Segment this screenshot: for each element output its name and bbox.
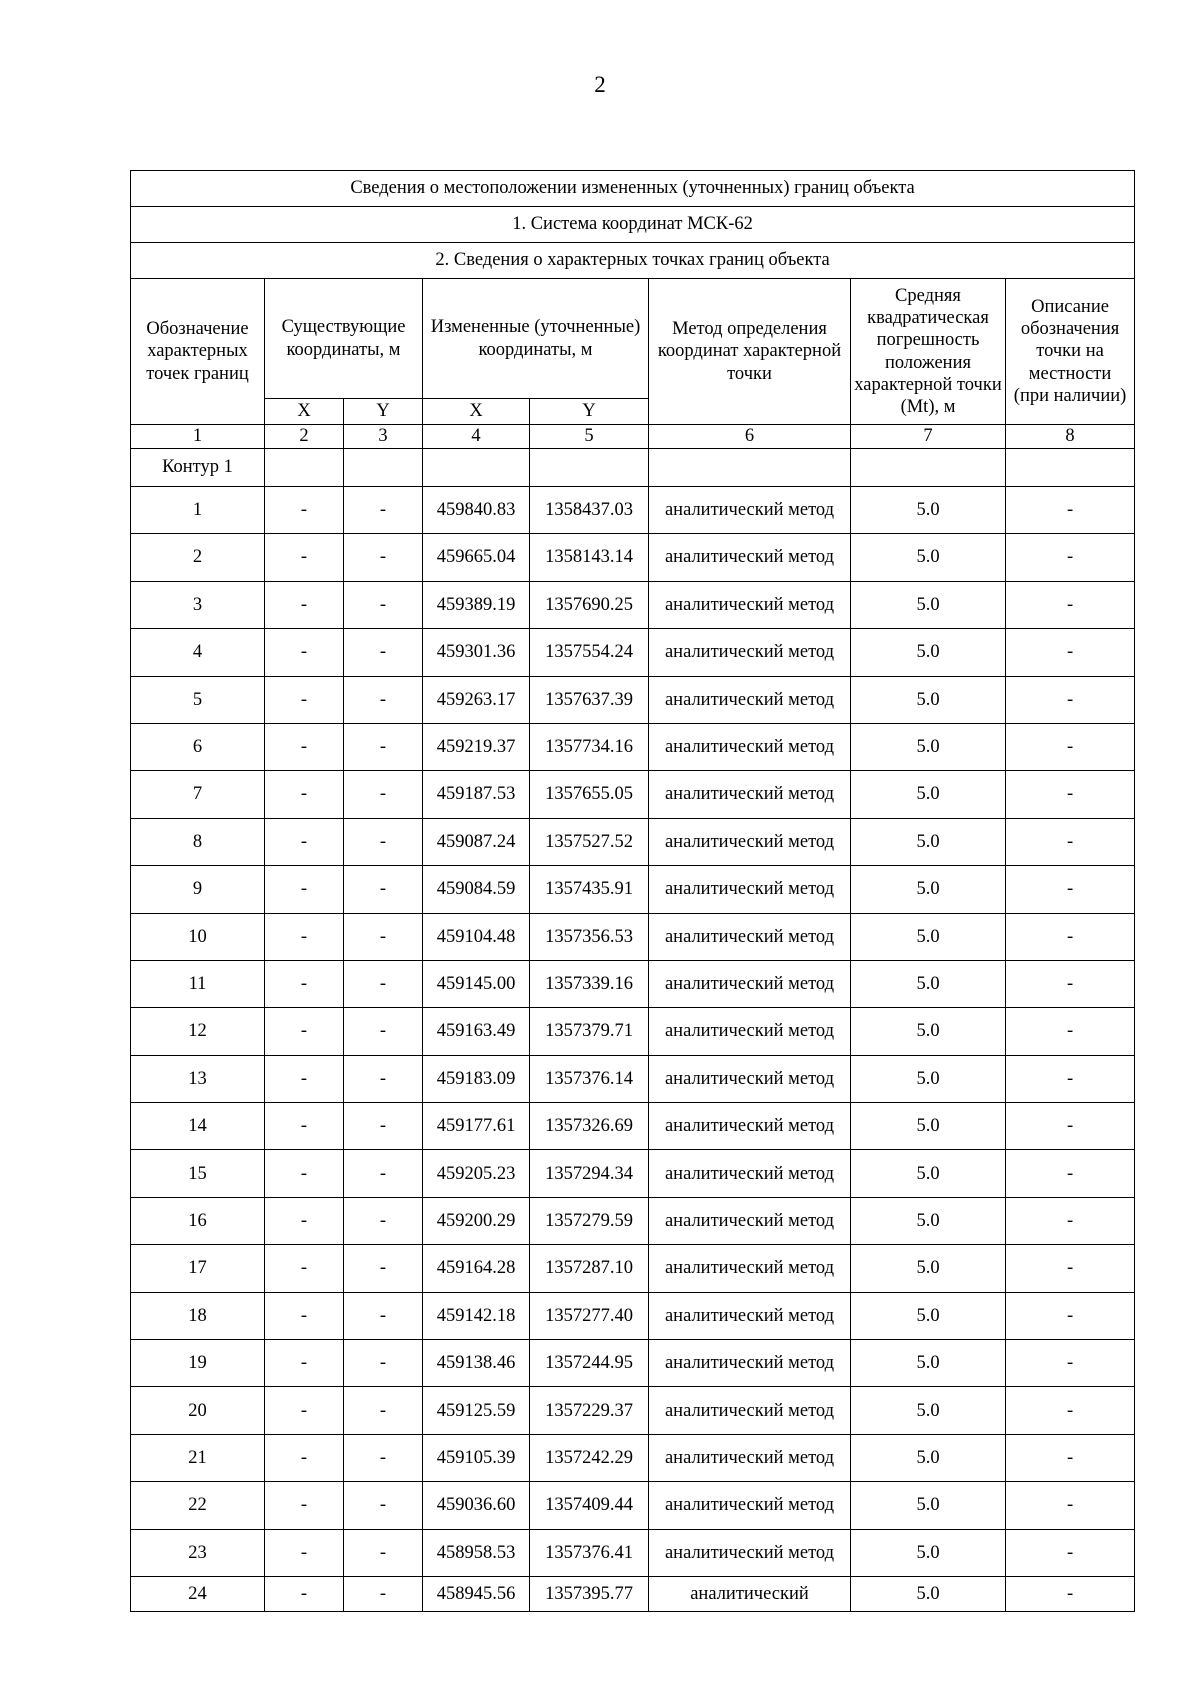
method	[649, 629, 851, 676]
existing-y: -	[344, 1245, 423, 1292]
method	[649, 581, 851, 628]
point-description: -	[1006, 1340, 1135, 1387]
table-row	[131, 1576, 1135, 1611]
empty-cell	[265, 449, 344, 487]
mt-value: 5.0	[851, 1008, 1006, 1055]
column-number: 3	[344, 425, 423, 449]
method-text: аналитический метод	[664, 1495, 835, 1516]
changed-x: 459087.24	[423, 818, 530, 865]
method-text: аналитический метод	[664, 1258, 835, 1279]
point-number: 24	[131, 1576, 265, 1611]
method	[649, 1292, 851, 1339]
mt-value: 5.0	[851, 1245, 1006, 1292]
table-row	[131, 1245, 1135, 1292]
method-text: аналитический метод	[664, 1116, 835, 1137]
section-title: 2. Сведения о характерных точках границ объекта	[131, 243, 1135, 279]
existing-x: -	[265, 1482, 344, 1529]
mt-value: 5.0	[851, 1197, 1006, 1244]
existing-x: -	[265, 676, 344, 723]
changed-x: 459263.17	[423, 676, 530, 723]
column-number: 5	[530, 425, 649, 449]
method	[649, 1150, 851, 1197]
existing-y: -	[344, 1197, 423, 1244]
method-text: аналитический метод	[664, 547, 835, 568]
point-description: -	[1006, 1434, 1135, 1481]
existing-y: -	[344, 1008, 423, 1055]
column-number: 7	[851, 425, 1006, 449]
mt-value: 5.0	[851, 1150, 1006, 1197]
header-mt: Средняя квадратическая погрешность положения характерной точки (Mt), м	[851, 279, 1006, 425]
point-number: 15	[131, 1150, 265, 1197]
mt-value: 5.0	[851, 818, 1006, 865]
changed-y: 1357637.39	[530, 676, 649, 723]
existing-y: -	[344, 771, 423, 818]
table-row	[131, 629, 1135, 676]
mt-value: 5.0	[851, 1482, 1006, 1529]
method	[649, 534, 851, 581]
method-text: аналитический метод	[664, 1542, 835, 1563]
column-numbers-row	[131, 425, 1135, 449]
mt-value: 5.0	[851, 1434, 1006, 1481]
section-row	[131, 243, 1135, 279]
point-description: -	[1006, 676, 1135, 723]
table-row	[131, 1387, 1135, 1434]
point-number: 18	[131, 1292, 265, 1339]
method-text: аналитический метод	[664, 689, 835, 710]
point-description: -	[1006, 1103, 1135, 1150]
point-description: -	[1006, 1529, 1135, 1576]
changed-x: 458958.53	[423, 1529, 530, 1576]
existing-x: -	[265, 1197, 344, 1244]
method	[649, 771, 851, 818]
table-row	[131, 1103, 1135, 1150]
point-description: -	[1006, 534, 1135, 581]
method-text: аналитический метод	[664, 831, 835, 852]
header-existing-coords: Существующие координаты, м	[265, 279, 423, 399]
mt-value: 5.0	[851, 1387, 1006, 1434]
page-number: 2	[594, 72, 606, 97]
empty-cell	[344, 449, 423, 487]
table-row	[131, 1434, 1135, 1481]
existing-x: -	[265, 1055, 344, 1102]
empty-cell	[423, 449, 530, 487]
method-text: аналитический метод	[664, 926, 835, 947]
method-text: аналитический метод	[664, 1068, 835, 1089]
table-row	[131, 676, 1135, 723]
changed-x: 459163.49	[423, 1008, 530, 1055]
existing-x: -	[265, 1150, 344, 1197]
changed-y: 1357287.10	[530, 1245, 649, 1292]
empty-cell	[530, 449, 649, 487]
changed-x: 459840.83	[423, 487, 530, 534]
existing-x: -	[265, 1292, 344, 1339]
changed-y: 1357734.16	[530, 723, 649, 770]
changed-y: 1357690.25	[530, 581, 649, 628]
point-description: -	[1006, 1576, 1135, 1611]
method	[649, 1197, 851, 1244]
header-changed-y: Y	[530, 399, 649, 425]
existing-x: -	[265, 818, 344, 865]
point-number: 2	[131, 534, 265, 581]
table-row	[131, 1197, 1135, 1244]
point-number: 3	[131, 581, 265, 628]
mt-value: 5.0	[851, 723, 1006, 770]
point-number: 1	[131, 487, 265, 534]
changed-x: 459145.00	[423, 960, 530, 1007]
method	[649, 1340, 851, 1387]
column-number: 2	[265, 425, 344, 449]
table-row	[131, 534, 1135, 581]
changed-x: 459187.53	[423, 771, 530, 818]
changed-y: 1357229.37	[530, 1387, 649, 1434]
changed-x: 459301.36	[423, 629, 530, 676]
contour-row	[131, 449, 1135, 487]
existing-x: -	[265, 581, 344, 628]
existing-y: -	[344, 960, 423, 1007]
mt-value: 5.0	[851, 581, 1006, 628]
changed-x: 459200.29	[423, 1197, 530, 1244]
header-existing-y: Y	[344, 399, 423, 425]
existing-y: -	[344, 1482, 423, 1529]
mt-value: 5.0	[851, 1292, 1006, 1339]
existing-x: -	[265, 960, 344, 1007]
point-description: -	[1006, 1197, 1135, 1244]
empty-cell	[649, 449, 851, 487]
mt-value: 5.0	[851, 771, 1006, 818]
changed-y: 1357326.69	[530, 1103, 649, 1150]
method	[649, 1576, 851, 1611]
method-text: аналитический метод	[664, 594, 835, 615]
table-row	[131, 913, 1135, 960]
changed-y: 1357242.29	[530, 1434, 649, 1481]
method	[649, 960, 851, 1007]
method-text: аналитический метод	[664, 1400, 835, 1421]
method-text: аналитический метод	[664, 1305, 835, 1326]
existing-x: -	[265, 771, 344, 818]
existing-x: -	[265, 487, 344, 534]
table-title: Сведения о местоположении измененных (уточненных) границ объекта	[131, 171, 1135, 207]
contour-label: Контур 1	[131, 449, 265, 487]
mt-value: 5.0	[851, 1055, 1006, 1102]
existing-x: -	[265, 1529, 344, 1576]
existing-y: -	[344, 866, 423, 913]
method	[649, 1434, 851, 1481]
point-description: -	[1006, 1387, 1135, 1434]
boundary-points-table	[130, 170, 1135, 1612]
existing-y: -	[344, 581, 423, 628]
point-description: -	[1006, 723, 1135, 770]
mt-value: 5.0	[851, 534, 1006, 581]
method	[649, 1529, 851, 1576]
point-description: -	[1006, 771, 1135, 818]
point-number: 20	[131, 1387, 265, 1434]
method	[649, 1387, 851, 1434]
existing-y: -	[344, 818, 423, 865]
changed-y: 1357435.91	[530, 866, 649, 913]
coordinate-system-row	[131, 207, 1135, 243]
header-description: Описание обозначения точки на местности (при наличии)	[1006, 279, 1135, 425]
changed-y: 1357279.59	[530, 1197, 649, 1244]
method	[649, 1008, 851, 1055]
table-row	[131, 1292, 1135, 1339]
existing-x: -	[265, 1576, 344, 1611]
existing-x: -	[265, 866, 344, 913]
changed-y: 1357277.40	[530, 1292, 649, 1339]
point-description: -	[1006, 487, 1135, 534]
column-number: 8	[1006, 425, 1135, 449]
table-row	[131, 960, 1135, 1007]
point-description: -	[1006, 866, 1135, 913]
method	[649, 1245, 851, 1292]
header-row	[131, 279, 1135, 399]
table-row	[131, 581, 1135, 628]
point-description: -	[1006, 629, 1135, 676]
table-row	[131, 866, 1135, 913]
table-row	[131, 1150, 1135, 1197]
method-text: аналитический метод	[664, 500, 835, 521]
changed-x: 459665.04	[423, 534, 530, 581]
header-existing-x: X	[265, 399, 344, 425]
header-point-designation: Обозначение характерных точек границ	[131, 279, 265, 425]
existing-y: -	[344, 1387, 423, 1434]
column-number: 1	[131, 425, 265, 449]
method-text: аналитический	[690, 1583, 809, 1604]
existing-x: -	[265, 534, 344, 581]
method	[649, 818, 851, 865]
changed-x: 459105.39	[423, 1434, 530, 1481]
changed-x: 459036.60	[423, 1482, 530, 1529]
method	[649, 866, 851, 913]
existing-y: -	[344, 487, 423, 534]
point-description: -	[1006, 1245, 1135, 1292]
method	[649, 1055, 851, 1102]
method-text: аналитический метод	[664, 1021, 835, 1042]
existing-x: -	[265, 629, 344, 676]
changed-y: 1357294.34	[530, 1150, 649, 1197]
mt-value: 5.0	[851, 487, 1006, 534]
table-title-row	[131, 171, 1135, 207]
existing-y: -	[344, 723, 423, 770]
method	[649, 723, 851, 770]
existing-y: -	[344, 629, 423, 676]
point-number: 14	[131, 1103, 265, 1150]
changed-y: 1357376.41	[530, 1529, 649, 1576]
changed-y: 1357409.44	[530, 1482, 649, 1529]
changed-y: 1357379.71	[530, 1008, 649, 1055]
changed-x: 459219.37	[423, 723, 530, 770]
method	[649, 913, 851, 960]
point-number: 17	[131, 1245, 265, 1292]
method-text: аналитический метод	[664, 784, 835, 805]
column-number: 4	[423, 425, 530, 449]
point-number: 23	[131, 1529, 265, 1576]
header-changed-x: X	[423, 399, 530, 425]
existing-x: -	[265, 1103, 344, 1150]
existing-x: -	[265, 723, 344, 770]
point-number: 22	[131, 1482, 265, 1529]
mt-value: 5.0	[851, 1103, 1006, 1150]
mt-value: 5.0	[851, 1340, 1006, 1387]
column-number: 6	[649, 425, 851, 449]
mt-value: 5.0	[851, 629, 1006, 676]
coordinate-system: 1. Система координат МСК-62	[131, 207, 1135, 243]
mt-value: 5.0	[851, 913, 1006, 960]
point-number: 8	[131, 818, 265, 865]
method-text: аналитический метод	[664, 1210, 835, 1231]
changed-y: 1357527.52	[530, 818, 649, 865]
table-row	[131, 818, 1135, 865]
existing-y: -	[344, 1103, 423, 1150]
changed-x: 459084.59	[423, 866, 530, 913]
changed-y: 1357554.24	[530, 629, 649, 676]
method	[649, 487, 851, 534]
point-description: -	[1006, 913, 1135, 960]
method	[649, 1482, 851, 1529]
method-text: аналитический метод	[664, 1447, 835, 1468]
point-number: 5	[131, 676, 265, 723]
existing-y: -	[344, 1292, 423, 1339]
existing-x: -	[265, 1387, 344, 1434]
changed-x: 459389.19	[423, 581, 530, 628]
method-text: аналитический метод	[664, 1163, 835, 1184]
table-row	[131, 723, 1135, 770]
changed-y: 1357244.95	[530, 1340, 649, 1387]
existing-y: -	[344, 1150, 423, 1197]
mt-value: 5.0	[851, 1529, 1006, 1576]
table-row	[131, 1055, 1135, 1102]
changed-y: 1358143.14	[530, 534, 649, 581]
table-row	[131, 1340, 1135, 1387]
point-number: 13	[131, 1055, 265, 1102]
existing-y: -	[344, 1055, 423, 1102]
existing-y: -	[344, 913, 423, 960]
point-description: -	[1006, 1292, 1135, 1339]
point-number: 16	[131, 1197, 265, 1244]
header-method: Метод определения координат характерной точки	[649, 279, 851, 425]
changed-y: 1357376.14	[530, 1055, 649, 1102]
table-row	[131, 1482, 1135, 1529]
table-row	[131, 1529, 1135, 1576]
point-number: 19	[131, 1340, 265, 1387]
mt-value: 5.0	[851, 866, 1006, 913]
changed-x: 459177.61	[423, 1103, 530, 1150]
method-text: аналитический метод	[664, 974, 835, 994]
changed-y: 1357655.05	[530, 771, 649, 818]
point-description: -	[1006, 1482, 1135, 1529]
point-number: 9	[131, 866, 265, 913]
method-text: аналитический метод	[664, 1353, 835, 1374]
method-text: аналитический метод	[664, 879, 835, 900]
point-description: -	[1006, 581, 1135, 628]
existing-x: -	[265, 1008, 344, 1055]
changed-y: 1357339.16	[530, 960, 649, 1007]
changed-x: 458945.56	[423, 1576, 530, 1611]
existing-y: -	[344, 1434, 423, 1481]
empty-cell	[1006, 449, 1135, 487]
point-description: -	[1006, 818, 1135, 865]
existing-y: -	[344, 1340, 423, 1387]
changed-x: 459142.18	[423, 1292, 530, 1339]
method	[649, 676, 851, 723]
point-description: -	[1006, 960, 1135, 1007]
mt-value: 5.0	[851, 960, 1006, 1007]
table-row	[131, 487, 1135, 534]
changed-x: 459205.23	[423, 1150, 530, 1197]
existing-x: -	[265, 1434, 344, 1481]
point-description: -	[1006, 1008, 1135, 1055]
existing-x: -	[265, 1340, 344, 1387]
changed-y: 1357395.77	[530, 1576, 649, 1611]
point-description: -	[1006, 1150, 1135, 1197]
existing-x: -	[265, 913, 344, 960]
point-number: 7	[131, 771, 265, 818]
existing-y: -	[344, 1576, 423, 1611]
table-row	[131, 771, 1135, 818]
header-changed-coords: Измененные (уточненные) координаты, м	[423, 279, 649, 399]
changed-x: 459183.09	[423, 1055, 530, 1102]
changed-x: 459104.48	[423, 913, 530, 960]
point-number: 12	[131, 1008, 265, 1055]
point-number: 4	[131, 629, 265, 676]
empty-cell	[851, 449, 1006, 487]
method-text: аналитический метод	[664, 642, 835, 663]
mt-value: 5.0	[851, 1576, 1006, 1611]
existing-x: -	[265, 1245, 344, 1292]
changed-y: 1358437.03	[530, 487, 649, 534]
existing-y: -	[344, 534, 423, 581]
point-number: 21	[131, 1434, 265, 1481]
method-text: аналитический метод	[664, 737, 835, 758]
point-number: 11	[131, 960, 265, 1007]
method	[649, 1103, 851, 1150]
point-description: -	[1006, 1055, 1135, 1102]
changed-x: 459125.59	[423, 1387, 530, 1434]
table-row	[131, 1008, 1135, 1055]
changed-x: 459164.28	[423, 1245, 530, 1292]
point-number: 6	[131, 723, 265, 770]
point-number: 10	[131, 913, 265, 960]
changed-y: 1357356.53	[530, 913, 649, 960]
existing-y: -	[344, 1529, 423, 1576]
existing-y: -	[344, 676, 423, 723]
changed-x: 459138.46	[423, 1340, 530, 1387]
mt-value: 5.0	[851, 676, 1006, 723]
